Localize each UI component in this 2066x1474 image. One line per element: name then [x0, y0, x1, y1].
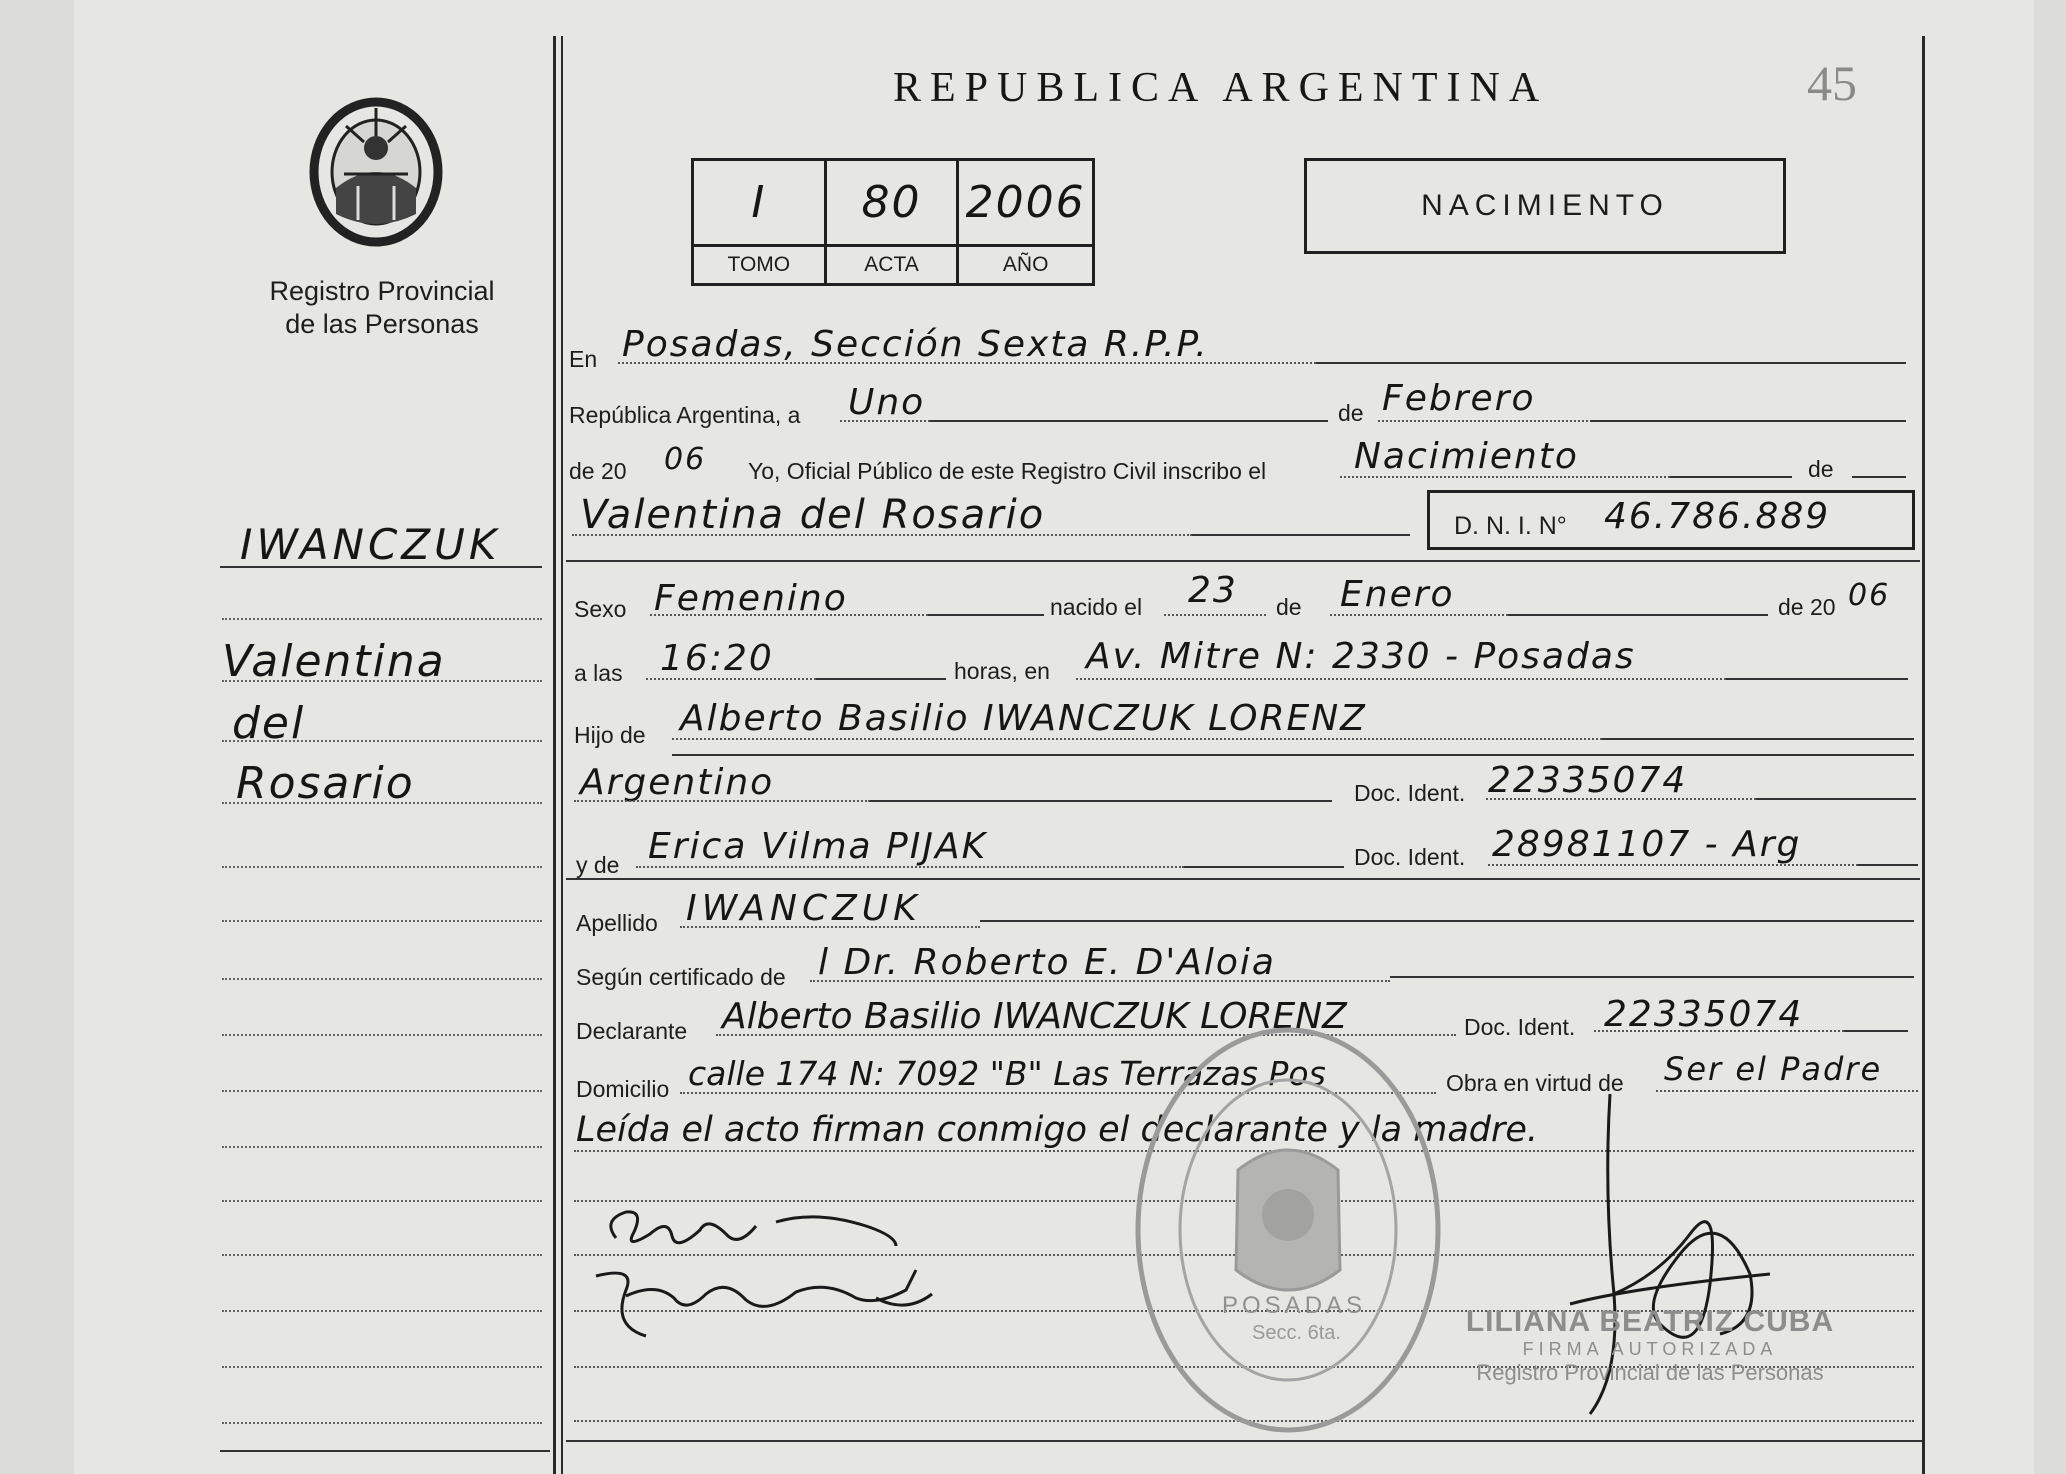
sidebar-line [222, 866, 542, 868]
label-a-las: a las [574, 660, 623, 686]
line-certificante-end [1390, 976, 1914, 978]
line-sexo-end [928, 614, 1044, 616]
line-nacionalidad-end [870, 800, 1332, 802]
sidebar-line [222, 740, 542, 742]
misiones-coat-of-arms [306, 96, 446, 248]
label-de-end: de [1808, 456, 1834, 482]
line-sexo [650, 614, 928, 616]
sidebar-line [222, 1366, 542, 1368]
anio-label: AÑO [1002, 253, 1049, 276]
line-nacionalidad [574, 800, 870, 802]
official-name: LILIANA BEATRIZ CUBA [1465, 1305, 1835, 1338]
sidebar-line [222, 1090, 542, 1092]
label-domicilio: Domicilio [576, 1076, 670, 1102]
line-doc-madre-end [1858, 864, 1918, 866]
value-obra-en-virtud: Ser el Padre [1664, 1050, 1883, 1088]
country-title: REPUBLICA ARGENTINA [893, 65, 1549, 111]
right-border [1922, 36, 1925, 1474]
value-lugar: Posadas, Sección Sexta R.P.P. [622, 324, 1209, 365]
line-de-end [1852, 476, 1906, 478]
form-bottom-rule [566, 1440, 1922, 1442]
label-y-de: y de [576, 852, 620, 878]
official-circular-seal [1128, 1020, 1448, 1440]
line-separator [566, 560, 1920, 562]
line-doc-padre [1486, 798, 1756, 800]
line-dia [840, 420, 930, 422]
label-doc-ident-2: Doc. Ident. [1354, 844, 1466, 870]
line-mes-nac-end [1508, 614, 1768, 616]
line-hora [646, 678, 816, 680]
label-declarante: Declarante [576, 1018, 688, 1044]
value-doc-madre: 28981107 - Arg [1492, 824, 1802, 865]
sidebar-surname: IWANCZUK [240, 520, 501, 569]
line-doc-madre [1488, 864, 1858, 866]
line-mes-nac [1330, 614, 1508, 616]
sidebar-given-name-2: del [232, 698, 306, 749]
line-lugar-nac-end [1726, 678, 1908, 680]
official-office: Registro Provincial de las Personas [1476, 1360, 1824, 1385]
sidebar-line [222, 1310, 542, 1312]
line-apellido [680, 926, 980, 928]
sidebar-line [222, 1146, 542, 1148]
value-certificante: l Dr. Roberto E. D'Aloia [818, 942, 1276, 983]
label-en: En [569, 346, 598, 372]
value-domicilio: calle 174 N: 7092 "B" Las Terrazas Pos [688, 1054, 1326, 1093]
label-nacido-el: nacido el [1050, 594, 1143, 620]
label-apellido: Apellido [576, 910, 658, 936]
sidebar-line [222, 680, 542, 682]
seal-city: POSADAS [1222, 1292, 1367, 1319]
value-lugar-nacimiento: Av. Mitre N: 2330 - Posadas [1086, 636, 1636, 677]
line-padre-sub [672, 754, 1914, 756]
official-role: FIRMA AUTORIZADA [1522, 1339, 1778, 1359]
label-de: de [1338, 400, 1364, 426]
line-lugar-nac [1076, 678, 1726, 680]
label-de-2: de [1276, 594, 1302, 620]
label-doc-ident-3: Doc. Ident. [1464, 1014, 1576, 1040]
line-doc-declarante-end [1844, 1030, 1908, 1032]
line-madre-sub [566, 878, 1920, 880]
record-type-box: NACIMIENTO [1304, 158, 1786, 254]
label-doc-ident-1: Doc. Ident. [1354, 780, 1466, 806]
value-doc-padre: 22335074 [1488, 760, 1688, 801]
sidebar-line [222, 802, 542, 804]
value-doc-declarante: 22335074 [1604, 994, 1804, 1035]
seal-section: Secc. 6ta. [1252, 1322, 1341, 1344]
sidebar-line [222, 978, 542, 980]
line-tipo-end [1670, 476, 1792, 478]
anio-value: 2006 [959, 161, 1092, 247]
label-horas-en: horas, en [954, 658, 1050, 684]
line-nombre-end [1192, 534, 1410, 536]
label-dni: D. N. I. N° [1454, 512, 1567, 540]
line-madre [636, 866, 1184, 868]
registry-name-line1: Registro Provincial [269, 276, 495, 306]
value-dia-nacimiento: 23 [1188, 570, 1238, 611]
line-lugar [618, 362, 1316, 364]
line-padre-end [1602, 738, 1914, 740]
line-apellido-end [980, 920, 1914, 922]
value-cierre: Leída el acto firman conmigo el declarante y la madre. [576, 1110, 1539, 1150]
sidebar-bottom-rule [220, 1450, 550, 1452]
label-obra-en-virtud: Obra en virtud de [1446, 1070, 1624, 1096]
sidebar-line [222, 920, 542, 922]
sidebar-line [222, 1422, 542, 1424]
tomo-value: I [694, 161, 827, 247]
label-de-20: de 20 [569, 458, 627, 484]
mother-signature [576, 1186, 1016, 1346]
value-sexo: Femenino [654, 578, 848, 619]
label-hijo-de: Hijo de [574, 722, 646, 748]
sidebar-divider [553, 36, 556, 1474]
sidebar-line [222, 1254, 542, 1256]
value-dni: 46.786.889 [1604, 496, 1831, 537]
value-dia-inscripcion: Uno [848, 382, 926, 423]
value-mes-inscripcion: Febrero [1382, 378, 1536, 419]
value-anio-inscripcion: 06 [664, 442, 707, 477]
registry-name [222, 275, 542, 341]
label-de-20-b: de 20 [1778, 594, 1836, 620]
acta-value: 80 [827, 161, 960, 247]
label-republica: República Argentina, a [569, 402, 801, 428]
line-dia-nac [1164, 614, 1266, 616]
value-tipo-inscripcion: Nacimiento [1354, 436, 1579, 477]
sidebar-surname-rule [220, 566, 542, 568]
acta-label: ACTA [827, 247, 960, 283]
value-mes-nacimiento: Enero [1340, 574, 1455, 615]
sidebar-given-name-1: Valentina [222, 636, 446, 687]
line-doc-padre-end [1756, 798, 1916, 800]
folio-number: 45 [1807, 55, 1857, 111]
label-segun-certificado: Según certificado de [576, 964, 786, 990]
line-padre [672, 738, 1602, 740]
sidebar-given-name-3: Rosario [236, 758, 415, 809]
value-nacionalidad-padre: Argentino [580, 762, 775, 803]
official-name-stamp [1460, 1305, 1840, 1386]
value-hora: 16:20 [660, 638, 774, 679]
line-madre-end [1184, 866, 1344, 868]
tomo-label: TOMO [694, 247, 827, 283]
sidebar-line [222, 618, 542, 620]
line-dia-end [930, 420, 1328, 422]
value-apellido: IWANCZUK [686, 888, 922, 929]
value-padre: Alberto Basilio IWANCZUK LORENZ [680, 698, 1367, 739]
line-hora-end [816, 678, 946, 680]
registry-box [691, 158, 1095, 286]
value-madre: Erica Vilma PIJAK [648, 826, 988, 867]
line-mes-end [1590, 420, 1906, 422]
sidebar-line [222, 1200, 542, 1202]
line-mes [1378, 420, 1588, 422]
label-yo-oficial: Yo, Oficial Público de este Registro Civil inscribo el [748, 458, 1267, 484]
line-doc-declarante [1594, 1030, 1844, 1032]
value-nombre: Valentina del Rosario [580, 492, 1046, 538]
value-declarante: Alberto Basilio IWANCZUK LORENZ [722, 996, 1347, 1037]
line-nombre [572, 534, 1192, 536]
line-certificante [810, 980, 1390, 982]
value-anio-nacimiento: 06 [1848, 578, 1891, 613]
form-divider [561, 36, 563, 1474]
sidebar-line [222, 1034, 542, 1036]
label-sexo: Sexo [574, 596, 627, 622]
line-tipo [1340, 476, 1670, 478]
line-lugar-end [1316, 362, 1906, 364]
registry-name-line2: de las Personas [285, 309, 479, 339]
